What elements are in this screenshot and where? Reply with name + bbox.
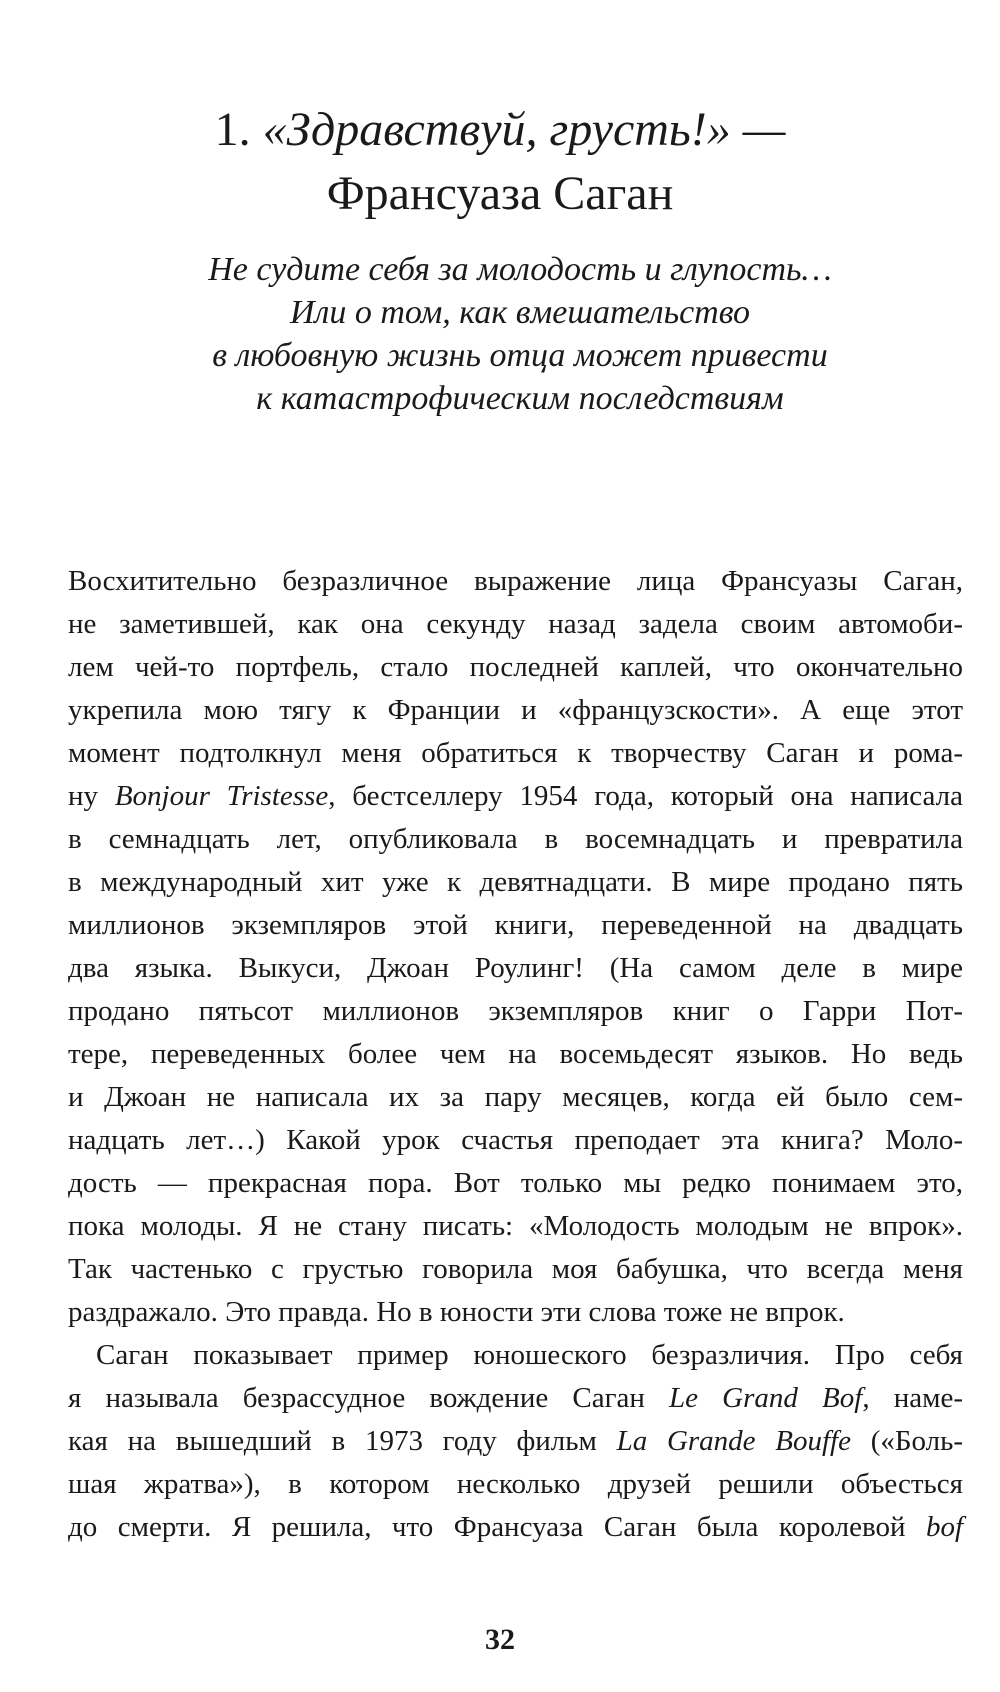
epigraph-line: Не судите себя за молодость и глупость…: [208, 251, 832, 288]
text-line: Так частенько с грустью говорила моя бабушка, что всегда меня: [68, 1253, 963, 1285]
text-span: ну: [68, 780, 115, 812]
italic-title: Bonjour Tristesse: [114, 780, 329, 812]
text-line: [68, 1377, 963, 1420]
epigraph-line: в любовную жизнь отца может привести: [212, 337, 828, 374]
text-line: лем чей-то портфель, стало последней каплей, что окончательно: [68, 651, 963, 683]
chapter-number: 1.: [214, 103, 251, 156]
text-line: миллионов экземпляров этой книги, переведенной на двадцать: [68, 909, 963, 941]
text-line: шая жратва»), в котором несколько друзей решили объесться: [68, 1468, 963, 1500]
text-line: Саган показывает пример юношеского безразличия. Про себя: [96, 1339, 963, 1371]
text-span: до смерти. Я решила, что Франсуаза Саган была королевой: [68, 1511, 926, 1543]
text-line: и Джоан не написала их за пару месяцев, когда ей было сем-: [68, 1081, 963, 1113]
epigraph: [170, 248, 870, 420]
italic-title: La Grande Bouffe: [616, 1425, 851, 1457]
text-span: , наме-: [862, 1382, 963, 1414]
text-line: [68, 1420, 963, 1463]
chapter-title-quote: «Здравствуй, грусть!» —: [262, 103, 786, 156]
text-line: дость — прекрасная пора. Вот только мы редко понимаем это,: [68, 1167, 963, 1199]
epigraph-line: Или о том, как вмешательство: [289, 294, 751, 331]
italic-title: Le Grand Bof: [669, 1382, 863, 1414]
chapter-title: [80, 98, 920, 162]
text-line: Восхитительно безразличное выражение лица Франсуазы Саган,: [68, 565, 963, 597]
body-text: [68, 560, 963, 1549]
text-span: («Боль-: [850, 1425, 963, 1457]
text-span: я называла безрассудное вождение Саган: [68, 1382, 670, 1414]
italic-word: bof: [925, 1511, 963, 1543]
text-line: [68, 1506, 963, 1549]
text-line: не заметившей, как она секунду назад задела своим автомоби-: [68, 608, 963, 640]
text-line: [68, 775, 963, 818]
text-line: в международный хит уже к девятнадцати. В мире продано пять: [68, 866, 963, 898]
text-line: раздражало. Это правда. Но в юности эти слова тоже не впрок.: [68, 1296, 845, 1328]
chapter-author: Франсуаза Саган: [326, 167, 674, 220]
text-line: в семнадцать лет, опубликовала в восемнадцать и превратила: [68, 823, 963, 855]
text-line: тере, переведенных более чем на восемьдесят языков. Но ведь: [68, 1038, 963, 1070]
text-line: надцать лет…) Какой урок счастья преподает эта книга? Моло-: [68, 1124, 963, 1156]
text-span: кая на вышедший в 1973 году фильм: [68, 1425, 617, 1457]
text-span: , бестселлеру 1954 года, который она написала: [328, 780, 963, 812]
text-line: продано пятьсот миллионов экземпляров книг о Гарри Пот-: [68, 995, 963, 1027]
text-line: укрепила мою тягу к Франции и «французскости». А еще этот: [68, 694, 963, 726]
page-number: 32: [485, 1623, 515, 1656]
epigraph-line: к катастрофическим последствиям: [256, 380, 784, 417]
text-line: пока молоды. Я не стану писать: «Молодость молодым не впрок».: [68, 1210, 963, 1242]
text-line: два языка. Выкуси, Джоан Роулинг! (На самом деле в мире: [68, 952, 963, 984]
text-line: момент подтолкнул меня обратиться к творчеству Саган и рома-: [68, 737, 963, 769]
